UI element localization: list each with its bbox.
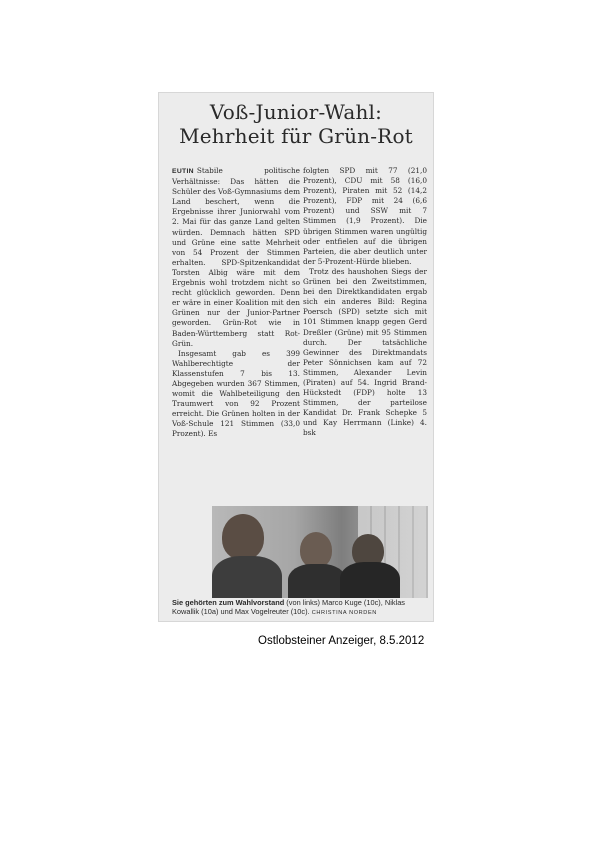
person-right-body [340,562,400,598]
article-paragraph: Trotz des haushohen Siegs der Grünen bei den Zweitstimmen, bei den Direktkandidaten ergab sich ein anderes Bild: Regina Poersch (SPD) setzte sich mit 101 Stimmen knapp gegen Gerd Dreßler (Grüne) mit 95 Stimmen durch. Der tatsächliche Gewinner des Direktmandats Peter Sönnichsen kam auf 72 Stimmen, Alexander Levin (Piraten) auf 54. Ingrid Brand-Hückstedt (FDP) holte 13 Stimmen, der parteilose Kandidat Dr. Frank Schepke 5 und Kay Herrmann (Linke) 4. bsk [303,266,427,438]
article-text: Stabile politische Verhältnisse: Das hätten die Schüler des Voß-Gymnasiums dem Land beschert, wenn die Ergebnisse ihrer Juniorwahl vom 2. Mai für das ganze Land gelten würden. Demnach hätten SPD und Grüne eine satte Mehrheit von 54 Prozent der Stimmen erhalten. SPD-Spitzenkandidat Torsten Albig wäre mit dem Ergebnis wohl trotzdem nicht so recht glücklich geworden. Denn er wäre in einer Koalition mit den Grünen nur der Junior-Partner geworden. Grün-Rot wie in Baden-Württemberg statt Rot-Grün. [172,166,300,348]
article-paragraph: folgten SPD mit 77 (21,0 Prozent), CDU mit 58 (16,0 Prozent), Piraten mit 52 (14,2 Prozent), FDP mit 24 (6,6 Prozent) und SSW mit 7 Stimmen (1,9 Prozent). Die übrigen Stimmen waren ungültig oder entfielen auf die übrigen Parteien, die aber deutlich unter der 5-Prozent-Hürde blieben. [303,166,427,266]
dateline: EUTIN [172,168,194,175]
article-column-right [303,166,427,439]
person-middle [300,532,332,568]
headline [158,100,434,148]
article-paragraph: Insgesamt gab es 399 Wahlberechtigte der Klassenstufen 7 bis 13. Abgegeben wurden 367 Stimmen, womit die Wahlbeteiligung den Traumwert von 92 Prozent erreicht. Die Grünen holten in der Voß-Schule 121 Stimmen (33,0 Prozent). Es [172,348,300,439]
photo-caption [172,598,432,619]
caption-text: (von links) Marco Kuge (10c), Niklas Kowallik (10a) und Max Vogelreuter (10c). [172,598,406,617]
person-left-body [212,556,282,598]
article-photo [212,506,428,598]
caption-lead: Sie gehörten zum Wahlvorstand [172,598,285,607]
article-paragraph [172,166,300,349]
person-left [222,514,264,560]
photo-credit: CHRISTINA NORDEN [311,610,377,617]
headline-line-1: Voß-Junior-Wahl: [209,100,383,124]
source-line: Ostlobsteiner Anzeiger, 8.5.2012 [258,635,425,647]
person-middle-body [288,564,346,598]
newspaper-clipping [158,92,434,622]
headline-line-2: Mehrheit für Grün-Rot [179,124,413,148]
article-column-left [172,166,300,440]
